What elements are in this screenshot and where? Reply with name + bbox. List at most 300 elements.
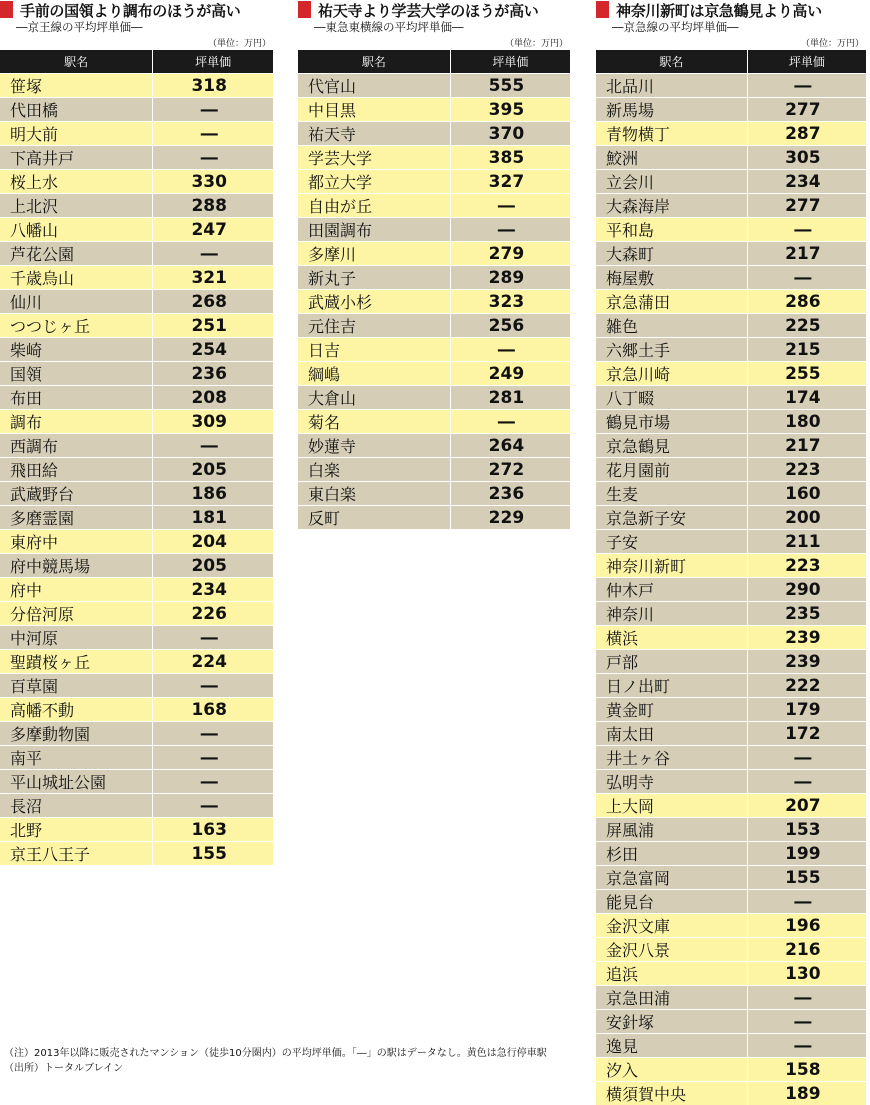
station-name: 白楽 [298, 458, 450, 482]
price-per-tsubo: ― [747, 890, 866, 914]
price-per-tsubo: 217 [747, 434, 866, 458]
station-name: 多摩動物園 [0, 722, 153, 746]
table-row [0, 842, 273, 866]
table-row [0, 746, 273, 770]
station-name: 笹塚 [0, 74, 153, 98]
price-per-tsubo: 215 [747, 338, 866, 362]
price-per-tsubo: 264 [450, 434, 570, 458]
price-per-tsubo: 204 [153, 530, 273, 554]
station-name: 北野 [0, 818, 153, 842]
price-per-tsubo: ― [153, 674, 273, 698]
table-row [596, 938, 866, 962]
panel-title: 手前の国領より調布のほうが高い [20, 0, 241, 21]
price-per-tsubo: 290 [747, 578, 866, 602]
price-per-tsubo: ― [747, 74, 866, 98]
table-row [0, 122, 273, 146]
station-name: 祐天寺 [298, 122, 450, 146]
price-per-tsubo: 268 [153, 290, 273, 314]
price-per-tsubo: 196 [747, 914, 866, 938]
table-row [596, 554, 866, 578]
red-square-marker [0, 1, 13, 18]
price-per-tsubo: 211 [747, 530, 866, 554]
table-row [298, 194, 570, 218]
price-per-tsubo: 254 [153, 338, 273, 362]
station-name: 上大岡 [596, 794, 747, 818]
station-name: 横浜 [596, 626, 747, 650]
station-name: 綱嶋 [298, 362, 450, 386]
price-per-tsubo: 208 [153, 386, 273, 410]
table-row [0, 194, 273, 218]
station-name: 代田橋 [0, 98, 153, 122]
station-name: 布田 [0, 386, 153, 410]
station-name: 梅屋敷 [596, 266, 747, 290]
table-row [596, 146, 866, 170]
table-row [298, 434, 570, 458]
table-row [596, 506, 866, 530]
station-name: 自由が丘 [298, 194, 450, 218]
price-per-tsubo: 174 [747, 386, 866, 410]
price-per-tsubo: 130 [747, 962, 866, 986]
price-per-tsubo: 247 [153, 218, 273, 242]
price-per-tsubo: ― [153, 434, 273, 458]
table-row [596, 362, 866, 386]
keikyu-line-panel [596, 0, 866, 1105]
table-row [596, 746, 866, 770]
table-row [596, 1058, 866, 1082]
table-row [0, 410, 273, 434]
table-row [0, 290, 273, 314]
station-name: 京急田浦 [596, 986, 747, 1010]
table-row [596, 386, 866, 410]
station-name: 金沢文庫 [596, 914, 747, 938]
station-name: 上北沢 [0, 194, 153, 218]
station-name: 京急鶴見 [596, 434, 747, 458]
table-row [298, 482, 570, 506]
table-row [0, 386, 273, 410]
table-row [596, 170, 866, 194]
table-row [0, 338, 273, 362]
price-per-tsubo: 224 [153, 650, 273, 674]
table-row [0, 626, 273, 650]
station-name: 元住吉 [298, 314, 450, 338]
station-name: 府中 [0, 578, 153, 602]
station-name: 鶴見市場 [596, 410, 747, 434]
table-row [596, 698, 866, 722]
station-name: 鮫洲 [596, 146, 747, 170]
station-name: 仙川 [0, 290, 153, 314]
price-per-tsubo: 200 [747, 506, 866, 530]
table-row [298, 458, 570, 482]
station-name: 下高井戸 [0, 146, 153, 170]
station-name: 芦花公園 [0, 242, 153, 266]
price-per-tsubo: 256 [450, 314, 570, 338]
table-row [596, 434, 866, 458]
table-row [596, 194, 866, 218]
price-per-tsubo: 153 [747, 818, 866, 842]
table-row [596, 602, 866, 626]
table-row [596, 626, 866, 650]
station-name: 高幡不動 [0, 698, 153, 722]
station-name: 八丁畷 [596, 386, 747, 410]
price-per-tsubo: 179 [747, 698, 866, 722]
table-row [0, 530, 273, 554]
table-row [596, 962, 866, 986]
price-per-tsubo: 286 [747, 290, 866, 314]
price-per-tsubo: 323 [450, 290, 570, 314]
price-per-tsubo: 181 [153, 506, 273, 530]
price-per-tsubo: 281 [450, 386, 570, 410]
price-per-tsubo: 222 [747, 674, 866, 698]
station-name: 分倍河原 [0, 602, 153, 626]
table-row [596, 650, 866, 674]
station-name: 生麦 [596, 482, 747, 506]
price-per-tsubo: 249 [450, 362, 570, 386]
station-name: 弘明寺 [596, 770, 747, 794]
price-per-tsubo: 239 [747, 650, 866, 674]
station-name: 南平 [0, 746, 153, 770]
price-per-tsubo: ― [450, 218, 570, 242]
footer-note: （注）2013年以降に販売されたマンション（徒歩10分圏内）の平均坪単価。「―」の駅はデータなし。黄色は急行停車駅 [4, 1046, 547, 1061]
price-per-tsubo: 199 [747, 842, 866, 866]
table-row [596, 482, 866, 506]
price-per-tsubo: 207 [747, 794, 866, 818]
station-name: 六郷土手 [596, 338, 747, 362]
panel-header [298, 0, 570, 50]
table-row [298, 218, 570, 242]
red-square-marker [298, 1, 311, 18]
table-row [596, 770, 866, 794]
price-per-tsubo: 186 [153, 482, 273, 506]
table-row [596, 722, 866, 746]
station-name: 武蔵野台 [0, 482, 153, 506]
price-per-tsubo: 155 [153, 842, 273, 866]
station-name: 新丸子 [298, 266, 450, 290]
column-header-station: 駅名 [0, 50, 153, 74]
station-name: 花月園前 [596, 458, 747, 482]
column-header-price: 坪単価 [747, 50, 866, 74]
table-row [0, 482, 273, 506]
station-name: 杉田 [596, 842, 747, 866]
price-per-tsubo: 239 [747, 626, 866, 650]
price-per-tsubo: ― [450, 194, 570, 218]
table-row [596, 218, 866, 242]
station-name: 井土ヶ谷 [596, 746, 747, 770]
price-per-tsubo: ― [153, 122, 273, 146]
table-row [0, 794, 273, 818]
price-per-tsubo: 370 [450, 122, 570, 146]
station-name: 屏風浦 [596, 818, 747, 842]
price-per-tsubo: 225 [747, 314, 866, 338]
table-row [596, 1082, 866, 1105]
price-per-tsubo: ― [153, 242, 273, 266]
table-row [298, 122, 570, 146]
price-per-tsubo: ― [153, 722, 273, 746]
panel-subtitle: ―京王線の平均坪単価― [16, 19, 143, 35]
station-name: 横須賀中央 [596, 1082, 747, 1105]
station-name: 菊名 [298, 410, 450, 434]
table-row [596, 266, 866, 290]
table-row [596, 794, 866, 818]
column-header-price: 坪単価 [153, 50, 273, 74]
table-row [298, 170, 570, 194]
panel-subtitle: ―東急東横線の平均坪単価― [314, 19, 464, 35]
table-row [0, 74, 273, 98]
station-name: 八幡山 [0, 218, 153, 242]
station-name: 千歳烏山 [0, 266, 153, 290]
table-row [0, 578, 273, 602]
station-name: つつじヶ丘 [0, 314, 153, 338]
table-row [596, 410, 866, 434]
station-name: 飛田給 [0, 458, 153, 482]
station-name: 代官山 [298, 74, 450, 98]
price-per-tsubo: 189 [747, 1082, 866, 1105]
table-row [298, 290, 570, 314]
table-row [0, 650, 273, 674]
price-per-tsubo: 287 [747, 122, 866, 146]
price-per-tsubo: 235 [747, 602, 866, 626]
table-row [596, 98, 866, 122]
price-per-tsubo: 555 [450, 74, 570, 98]
station-name: 日ノ出町 [596, 674, 747, 698]
table-row [298, 98, 570, 122]
table-row [0, 146, 273, 170]
table-row [596, 674, 866, 698]
table-row [596, 1010, 866, 1034]
price-per-tsubo: 255 [747, 362, 866, 386]
station-name: 百草園 [0, 674, 153, 698]
price-per-tsubo: 155 [747, 866, 866, 890]
price-per-tsubo: 289 [450, 266, 570, 290]
station-name: 長沼 [0, 794, 153, 818]
unit-label: （単位：万円） [801, 36, 864, 49]
price-per-tsubo: ― [747, 746, 866, 770]
table-row [0, 506, 273, 530]
table-row [0, 602, 273, 626]
station-name: 府中競馬場 [0, 554, 153, 578]
station-name: 明大前 [0, 122, 153, 146]
table-row [298, 146, 570, 170]
table-row [596, 458, 866, 482]
station-name: 東白楽 [298, 482, 450, 506]
station-name: 東府中 [0, 530, 153, 554]
table-row [0, 554, 273, 578]
price-per-tsubo: 234 [153, 578, 273, 602]
table-row [596, 530, 866, 554]
table-row [298, 74, 570, 98]
price-per-tsubo: 279 [450, 242, 570, 266]
price-per-tsubo: ― [153, 98, 273, 122]
price-table [0, 50, 273, 865]
table-row [298, 506, 570, 530]
station-name: 神奈川新町 [596, 554, 747, 578]
price-per-tsubo: 288 [153, 194, 273, 218]
table-row [596, 242, 866, 266]
table-row [0, 98, 273, 122]
red-square-marker [596, 1, 609, 18]
panel-title: 祐天寺より学芸大学のほうが高い [318, 0, 539, 21]
price-per-tsubo: 309 [153, 410, 273, 434]
unit-label: （単位：万円） [505, 36, 568, 49]
station-name: 聖蹟桜ヶ丘 [0, 650, 153, 674]
price-per-tsubo: 321 [153, 266, 273, 290]
table-row [596, 578, 866, 602]
table-row [298, 362, 570, 386]
station-name: 桜上水 [0, 170, 153, 194]
price-per-tsubo: 180 [747, 410, 866, 434]
table-row [0, 698, 273, 722]
station-name: 学芸大学 [298, 146, 450, 170]
price-per-tsubo: ― [153, 794, 273, 818]
station-name: 中目黒 [298, 98, 450, 122]
table-row [298, 410, 570, 434]
station-name: 西調布 [0, 434, 153, 458]
price-table [596, 50, 866, 1105]
station-name: 日吉 [298, 338, 450, 362]
station-name: 武蔵小杉 [298, 290, 450, 314]
price-per-tsubo: 160 [747, 482, 866, 506]
table-row [0, 170, 273, 194]
station-name: 南太田 [596, 722, 747, 746]
table-row [0, 674, 273, 698]
table-row [0, 818, 273, 842]
tokyu-toyoko-line-panel [298, 0, 570, 529]
price-per-tsubo: ― [747, 218, 866, 242]
price-per-tsubo: 272 [450, 458, 570, 482]
price-per-tsubo: 236 [153, 362, 273, 386]
table-row [0, 218, 273, 242]
station-name: 神奈川 [596, 602, 747, 626]
price-per-tsubo: 223 [747, 554, 866, 578]
table-row [596, 290, 866, 314]
station-name: 京急富岡 [596, 866, 747, 890]
footer [4, 1046, 547, 1076]
price-per-tsubo: 305 [747, 146, 866, 170]
price-per-tsubo: 226 [153, 602, 273, 626]
price-per-tsubo: 205 [153, 458, 273, 482]
price-per-tsubo: 330 [153, 170, 273, 194]
table-row [596, 986, 866, 1010]
table-row [596, 842, 866, 866]
price-per-tsubo: 223 [747, 458, 866, 482]
price-per-tsubo: ― [153, 770, 273, 794]
price-per-tsubo: 158 [747, 1058, 866, 1082]
table-row [298, 266, 570, 290]
table-row [596, 818, 866, 842]
column-header-station: 駅名 [298, 50, 450, 74]
table-row [596, 338, 866, 362]
price-table [298, 50, 570, 529]
table-row [596, 122, 866, 146]
panel-header [0, 0, 273, 50]
price-per-tsubo: 385 [450, 146, 570, 170]
station-name: 国領 [0, 362, 153, 386]
price-per-tsubo: 168 [153, 698, 273, 722]
table-row [0, 314, 273, 338]
station-name: 仲木戸 [596, 578, 747, 602]
table-row [596, 1034, 866, 1058]
price-per-tsubo: 395 [450, 98, 570, 122]
price-per-tsubo: 163 [153, 818, 273, 842]
price-per-tsubo: 216 [747, 938, 866, 962]
price-per-tsubo: 277 [747, 98, 866, 122]
table-row [298, 242, 570, 266]
station-name: 青物横丁 [596, 122, 747, 146]
price-per-tsubo: 172 [747, 722, 866, 746]
price-per-tsubo: ― [153, 746, 273, 770]
price-per-tsubo: ― [747, 1010, 866, 1034]
price-per-tsubo: 318 [153, 74, 273, 98]
station-name: 都立大学 [298, 170, 450, 194]
station-name: 北品川 [596, 74, 747, 98]
price-per-tsubo: 236 [450, 482, 570, 506]
station-name: 田園調布 [298, 218, 450, 242]
price-per-tsubo: ― [747, 986, 866, 1010]
table-row [0, 266, 273, 290]
station-name: 雑色 [596, 314, 747, 338]
station-name: 中河原 [0, 626, 153, 650]
table-row [596, 866, 866, 890]
keio-line-panel [0, 0, 273, 865]
table-row [596, 890, 866, 914]
price-per-tsubo: 277 [747, 194, 866, 218]
station-name: 平山城址公園 [0, 770, 153, 794]
station-name: 安針塚 [596, 1010, 747, 1034]
table-row [596, 74, 866, 98]
station-name: 多磨霊園 [0, 506, 153, 530]
station-name: 戸部 [596, 650, 747, 674]
station-name: 能見台 [596, 890, 747, 914]
station-name: 反町 [298, 506, 450, 530]
station-name: 京王八王子 [0, 842, 153, 866]
station-name: 汐入 [596, 1058, 747, 1082]
price-per-tsubo: 229 [450, 506, 570, 530]
table-row [0, 362, 273, 386]
station-name: 京急蒲田 [596, 290, 747, 314]
price-per-tsubo: ― [153, 626, 273, 650]
table-row [0, 770, 273, 794]
station-name: 新馬場 [596, 98, 747, 122]
table-row [0, 242, 273, 266]
station-name: 子安 [596, 530, 747, 554]
unit-label: （単位：万円） [208, 36, 271, 49]
table-row [298, 338, 570, 362]
price-per-tsubo: 327 [450, 170, 570, 194]
price-per-tsubo: 251 [153, 314, 273, 338]
station-name: 逸見 [596, 1034, 747, 1058]
price-per-tsubo: ― [747, 1034, 866, 1058]
station-name: 妙蓮寺 [298, 434, 450, 458]
table-row [596, 314, 866, 338]
station-name: 柴崎 [0, 338, 153, 362]
price-per-tsubo: ― [153, 146, 273, 170]
station-name: 黄金町 [596, 698, 747, 722]
station-name: 大倉山 [298, 386, 450, 410]
price-per-tsubo: 234 [747, 170, 866, 194]
footer-source: （出所）トータルブレイン [4, 1061, 547, 1076]
column-header-station: 駅名 [596, 50, 747, 74]
station-name: 調布 [0, 410, 153, 434]
price-per-tsubo: ― [747, 266, 866, 290]
station-name: 京急新子安 [596, 506, 747, 530]
station-name: 追浜 [596, 962, 747, 986]
station-name: 大森町 [596, 242, 747, 266]
station-name: 立会川 [596, 170, 747, 194]
station-name: 京急川崎 [596, 362, 747, 386]
panel-subtitle: ―京急線の平均坪単価― [612, 19, 739, 35]
price-per-tsubo: ― [450, 410, 570, 434]
station-name: 大森海岸 [596, 194, 747, 218]
panel-title: 神奈川新町は京急鶴見より高い [616, 0, 822, 21]
